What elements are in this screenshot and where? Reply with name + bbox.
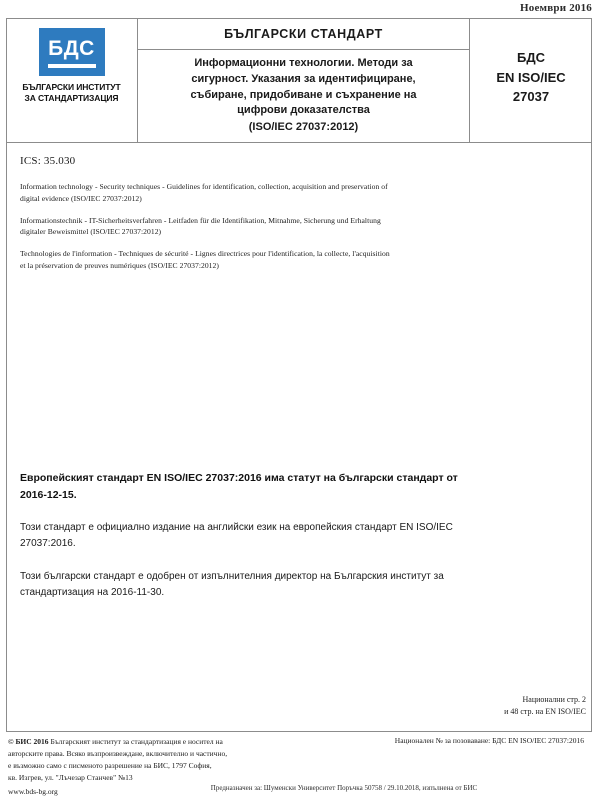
- website-link[interactable]: www.bds-bg.org: [8, 786, 58, 796]
- copyright-line-2: авторските права. Всяко възпроизвеждане, включително и частично,: [8, 749, 228, 759]
- title-line-4: цифрови доказателства: [237, 104, 370, 117]
- ics-block: [20, 155, 390, 282]
- national-reference-number: Национален № за позоваване: БДС EN ISO/IEC 27037:2016: [394, 736, 584, 745]
- institute-line-2: ЗА СТАНДАРТИЗАЦИЯ: [24, 93, 119, 104]
- copyright-line-4: кв. Изгрев, ул. "Лъчезар Станчев" №13: [8, 773, 133, 783]
- title-english: Information technology - Security techniques - Guidelines for identification, collection, acquisition and preservation of digital evidence (ISO/IEC 27037:2012): [20, 182, 388, 203]
- standard-number-cell: [470, 18, 592, 142]
- header-table: [6, 18, 592, 143]
- logo-text: БДС: [48, 36, 95, 60]
- standard-number-line-2: EN ISO/IEC: [496, 69, 566, 85]
- title-line-3: събиране, придобиване и съхранение на: [190, 88, 417, 101]
- title-line-2: сигурност. Указания за идентифициране,: [191, 72, 416, 85]
- title-french: Technologies de l'information - Techniques de sécurité - Lignes directrices pour l'identification, la collecte, l'acquisition et la préservation de preuves numériques (ISO/IEC 27037:2012): [20, 249, 390, 270]
- logo-underline-bar: [48, 64, 96, 68]
- standard-number: [496, 48, 565, 107]
- title-iso-reference: (ISO/IEC 27037:2012): [248, 121, 359, 134]
- ics-code: ICS: 35.030: [20, 155, 76, 167]
- standard-type-label: БЪЛГАРСКИ СТАНДАРТ: [138, 18, 469, 50]
- copyright-line-1: Българският институт за стандартизация е носител на: [50, 737, 223, 746]
- title-german: Informationstechnik - IT-Sicherheitsverfahren - Leitfaden für die Identifikation, Mitnahme, Sicherung und Erhaltung digitaler Beweismittel (ISO/IEC 27037:2012): [20, 215, 381, 237]
- issued-to-note: Предназначен за: Шуменски Университет Поръчка 50758 / 29.10.2018, изпълнена от БИС: [210, 784, 478, 792]
- title-line-1: Информационни технологии. Методи за: [194, 56, 413, 69]
- logo-cell: [6, 18, 138, 142]
- national-pages-line-2: и 48 стр. на EN ISO/IEC: [504, 707, 586, 716]
- document-title: [138, 50, 469, 142]
- copyright-line-3: е възможно само с писменото разрешение на БИС, 1797 София,: [8, 761, 212, 771]
- standard-number-line-1: БДС: [516, 50, 545, 65]
- issue-date: Ноември 2016: [520, 2, 592, 14]
- institute-line-1: БЪЛГАРСКИ ИНСТИТУТ: [22, 82, 121, 92]
- bds-logo-icon: [39, 28, 105, 76]
- standard-number-line-3: 27037: [512, 89, 550, 104]
- statements-block: [20, 470, 460, 618]
- title-cell: [138, 18, 470, 142]
- copyright-owner: © БИС 2016: [8, 737, 49, 746]
- status-statement: Европейският стандарт EN ISO/IEC 27037:2016 има статут на български стандарт от 2016-12-15.: [20, 472, 458, 501]
- national-pages-line-1: Национални стр. 2: [522, 695, 586, 704]
- official-edition-statement: Този стандарт е официално издание на английски език на европейския стандарт EN ISO/IEC 27037:2016.: [20, 521, 453, 550]
- institute-caption: [22, 82, 120, 105]
- approval-statement: Този български стандарт е одобрен от изпълнителния директор на Българския институт за стандартизация на 2016-11-30.: [20, 570, 444, 599]
- national-pages-note: [504, 694, 586, 718]
